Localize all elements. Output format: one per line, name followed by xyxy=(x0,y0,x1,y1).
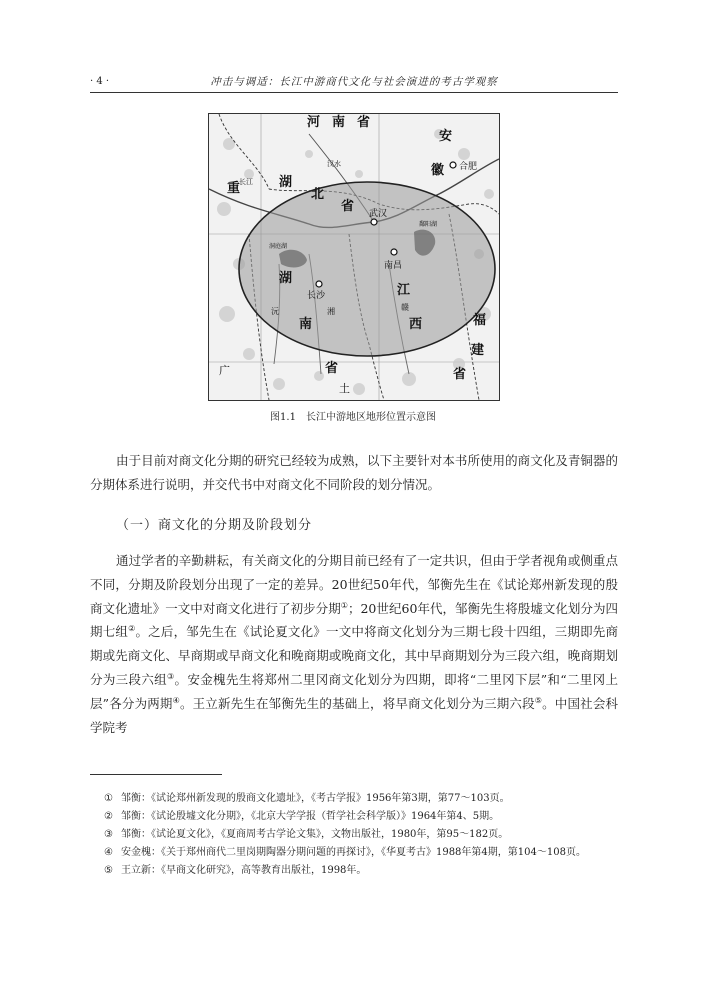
paragraph-1-text: 由于目前对商文化分期的研究已经较为成熟，以下主要针对本书所使用的商文化及青铜器的分期体系进行说明，并交代书中对商文化不同阶段的划分情况。 xyxy=(90,453,618,492)
label-hubei-bei: 北 xyxy=(311,187,325,202)
paragraph-2-s5: 。王立新先生在邹衡先生的基础上，将早商文化划分为三期六段 xyxy=(179,695,535,711)
footnote-mark: ② xyxy=(104,811,113,822)
label-wuhan: 武汉 xyxy=(369,209,388,219)
footnote-3 xyxy=(90,826,618,844)
paragraph-2-s1: 通过学者的辛勤耕耘，有关商文化的分期目前已经有了一定共识，但由于学者视角或侧重点不同，分期及阶段划分出现了一定的差异。20世纪50年代，邹衡先生在《试论郑州新发现的殷商文化遗址》一文中对商文化进行了初步分期 xyxy=(90,553,618,616)
label-bottom-sheng: 省 xyxy=(325,361,339,376)
label-hubei-hu: 湖 xyxy=(279,175,293,190)
footnote-text: 王立新：《早商文化研究》，高等教育出版社，1998年。 xyxy=(120,865,367,876)
label-hunan-hu: 湖 xyxy=(279,271,293,286)
terrain-map-figure xyxy=(208,113,500,401)
nanchang-marker xyxy=(391,249,397,255)
footnote-ref-1[interactable]: ① xyxy=(340,600,348,610)
paragraph-1 xyxy=(90,449,618,497)
label-gan: 赣 xyxy=(401,303,409,312)
footnote-2 xyxy=(90,808,618,826)
label-dongting: 洞庭湖 xyxy=(269,243,288,250)
label-anhui: 安 xyxy=(439,129,453,144)
label-jian: 建 xyxy=(471,343,485,358)
footnote-text: 邹衡：《试论殷墟文化分期》，《北京大学学报（哲学社会科学版）》1964年第4、5期。 xyxy=(120,811,500,822)
footnote-mark: ④ xyxy=(104,847,113,858)
footnote-mark: ③ xyxy=(104,829,113,840)
label-fu: 福 xyxy=(473,313,487,328)
footnote-ref-3[interactable]: ③ xyxy=(167,671,175,681)
label-poyang: 鄱阳湖 xyxy=(419,221,438,228)
paragraph-2-s3: 。之后，邹先生在《试论夏文化》一文中将商文化划分为三期七段十四组，三期即先商期或先商文化、早商期或早商文化和晚商期或晚商文化，其中早商期划分为三段六组，晚商期划分为三段六组 xyxy=(90,624,618,687)
running-title: 冲击与调适：长江中游商代文化与社会演进的考古学观察 xyxy=(210,76,498,88)
label-zhong: 重 xyxy=(227,181,241,196)
page-number: · 4 · xyxy=(90,76,110,87)
footnote-ref-4[interactable]: ④ xyxy=(172,695,180,705)
label-yuan: 沅 xyxy=(271,307,279,316)
footnote-5 xyxy=(90,862,618,880)
label-changsha: 长沙 xyxy=(307,291,326,301)
changsha-marker xyxy=(316,281,322,287)
footnote-1 xyxy=(90,790,618,808)
running-header xyxy=(90,70,618,93)
label-henan: 河南省 xyxy=(307,115,383,130)
label-tu: 土 xyxy=(339,382,350,395)
label-guang: 广 xyxy=(219,364,230,377)
terrain-map xyxy=(209,114,499,400)
label-hui: 徽 xyxy=(431,163,445,178)
study-area-ellipse xyxy=(239,182,495,356)
label-changjiang: 长江 xyxy=(239,178,253,186)
footnote-mark: ⑤ xyxy=(104,865,113,876)
paragraph-2 xyxy=(90,549,618,739)
footnote-ref-5[interactable]: ⑤ xyxy=(534,695,543,705)
footnotes xyxy=(90,790,618,880)
footnote-divider xyxy=(90,774,222,775)
wuhan-marker xyxy=(371,219,377,225)
paragraph-2-s2: ；20世纪60年代，邹衡先生将殷墟文化划分为四期七组 xyxy=(90,600,619,640)
footnote-ref-2[interactable]: ② xyxy=(128,624,136,634)
label-jiangxi-xi: 西 xyxy=(409,317,423,332)
footnote-4 xyxy=(90,844,618,862)
label-hubei-sheng: 省 xyxy=(341,199,355,214)
paragraph-2-s6: 。中国社会科学院考 xyxy=(90,695,618,735)
label-hanshui: 汉水 xyxy=(327,160,341,168)
figure-caption: 图1.1 长江中游地区地形位置示意图 xyxy=(270,412,436,423)
footnote-text: 安金槐：《关于郑州商代二里岗期陶器分期问题的再探讨》，《华夏考古》1988年第4期，第104～108页。 xyxy=(120,847,586,858)
footnote-mark: ① xyxy=(104,793,113,804)
label-bottom-sheng2: 省 xyxy=(453,367,467,382)
label-hefei: 合肥 xyxy=(459,162,478,172)
paragraph-2-s4: 。安金槐先生将郑州二里冈商文化划分为四期，即将“二里冈下层”和“二里冈上层”各分为两期 xyxy=(90,671,618,711)
label-nanchang: 南昌 xyxy=(384,261,403,271)
label-hunan-nan: 南 xyxy=(299,317,313,332)
footnote-text: 邹衡：《试论郑州新发现的殷商文化遗址》，《考古学报》1956年第3期，第77～103页。 xyxy=(120,793,510,804)
footnote-text: 邹衡：《试论夏文化》，《夏商周考古学论文集》，文物出版社，1980年，第95～182页。 xyxy=(120,829,509,840)
label-xiang: 湘 xyxy=(327,307,335,316)
hefei-marker xyxy=(450,162,456,168)
section-heading: （一）商文化的分期及阶段划分 xyxy=(116,518,313,533)
label-jiangxi-jiang: 江 xyxy=(397,283,411,298)
